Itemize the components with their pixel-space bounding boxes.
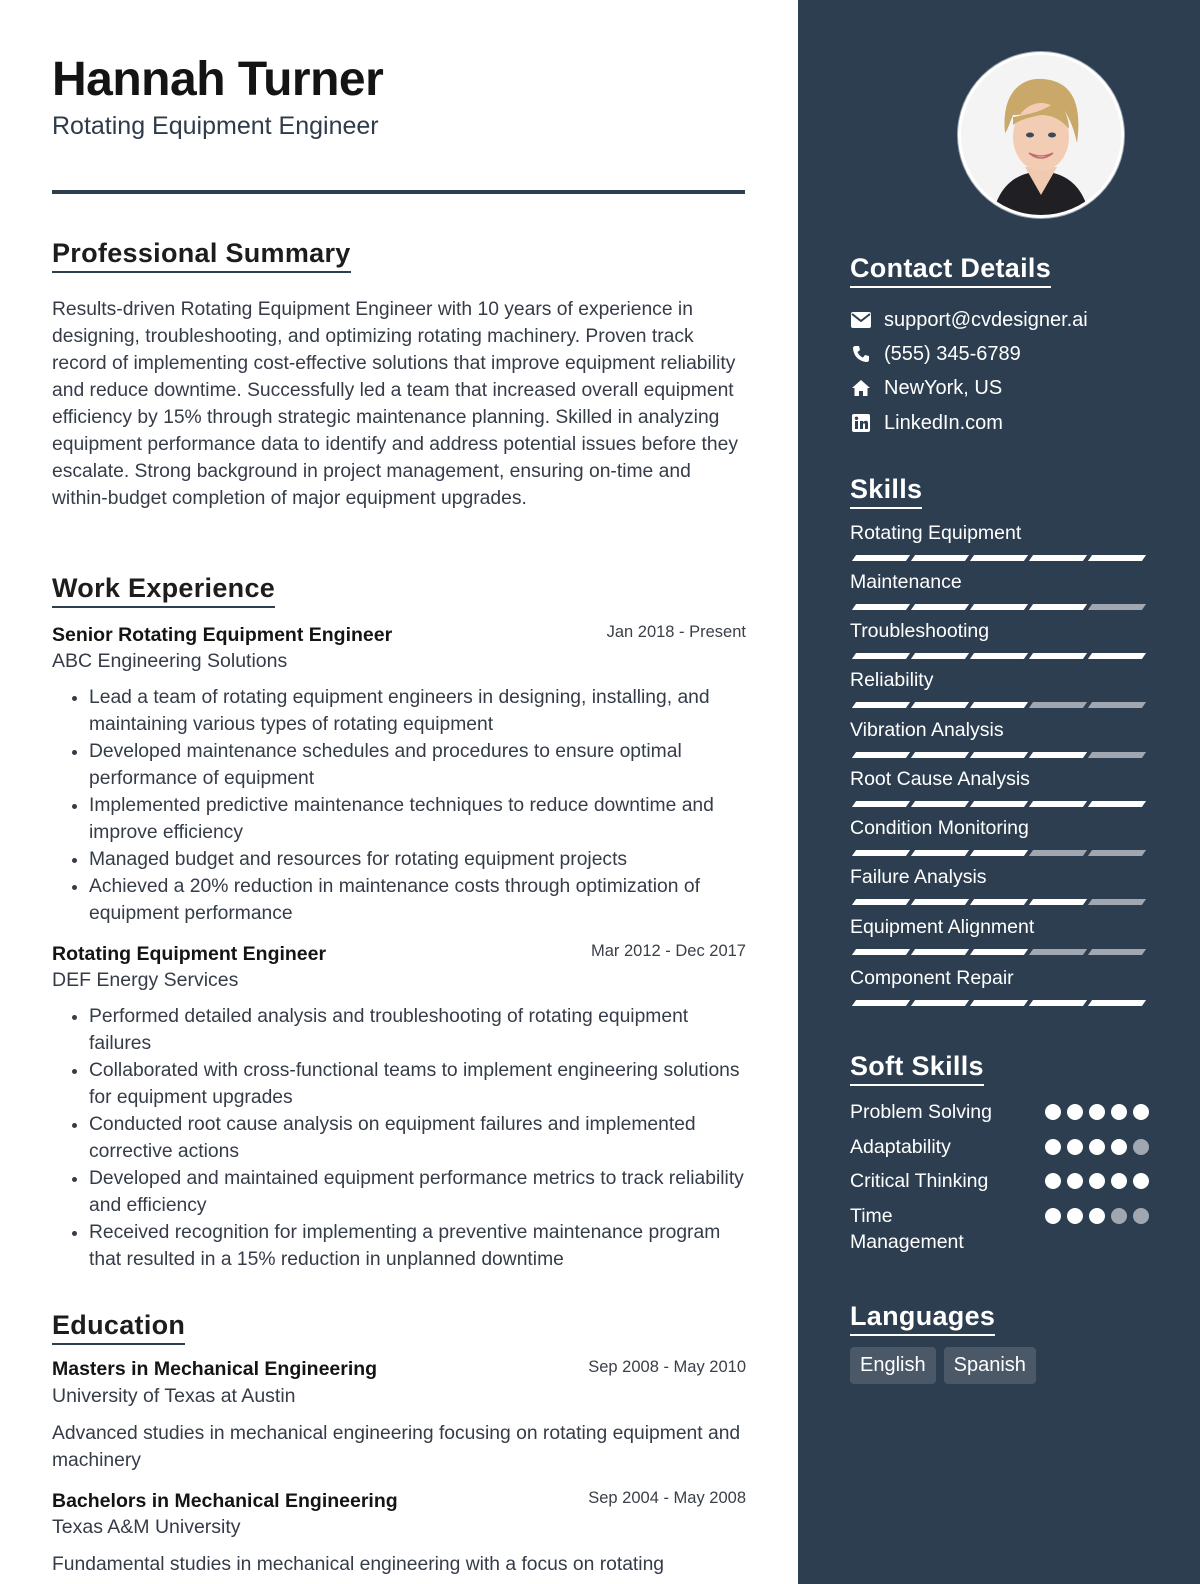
skill-level-segment <box>852 653 910 659</box>
skill-level-segment <box>852 801 910 807</box>
education-description: Fundamental studies in mechanical engineering with a focus on rotating <box>52 1554 665 1575</box>
skill-name: Condition Monitoring <box>850 817 1029 839</box>
skill-level-segment <box>911 752 969 758</box>
candidate-name: Hannah Turner <box>52 53 384 106</box>
skill-level-segment <box>1029 801 1087 807</box>
contact-email-text: support@cvdesigner.ai <box>884 308 1088 331</box>
school-name: University of Texas at Austin <box>52 1385 296 1407</box>
list-item: • Collaborated with cross-functional teams to implement engineering solutions for equipment upgrades <box>89 1057 746 1111</box>
skill-name: Root Cause Analysis <box>850 768 1030 790</box>
rating-dot <box>1067 1173 1083 1189</box>
skill-level-segment <box>1088 653 1146 659</box>
skills-heading: Skills <box>850 474 922 509</box>
soft-skill-rating <box>1045 1173 1155 1191</box>
rating-dot <box>1089 1139 1105 1155</box>
skill-level-segment <box>970 1000 1028 1006</box>
skill-level-segment <box>852 752 910 758</box>
rating-dot <box>1111 1139 1127 1155</box>
education-description: Advanced studies in mechanical engineering focusing on rotating equipment and machinery <box>52 1423 741 1471</box>
job-company: DEF Energy Services <box>52 969 239 991</box>
list-item: • Developed maintenance schedules and procedures to ensure optimal performance of equipment <box>89 738 746 792</box>
languages-list <box>850 1347 1044 1384</box>
rating-dot <box>1133 1173 1149 1189</box>
skill-level-bar <box>850 555 1146 563</box>
skill-level-segment <box>911 604 969 610</box>
skill-level-segment <box>1029 702 1087 708</box>
job-company: ABC Engineering Solutions <box>52 650 288 672</box>
skill-level-segment <box>970 949 1028 955</box>
skill-level-segment <box>1029 949 1087 955</box>
soft-skill-name: Adaptability <box>850 1136 951 1158</box>
education-date: Sep 2008 - May 2010 <box>588 1358 746 1376</box>
sidebar <box>798 0 1200 1584</box>
job-bullets <box>52 684 746 927</box>
skill-level-segment <box>911 555 969 561</box>
contact-location-text: NewYork, US <box>884 376 1003 399</box>
skill-level-bar <box>850 702 1146 710</box>
experience-heading: Work Experience <box>52 573 275 608</box>
skill-level-segment <box>970 752 1028 758</box>
summary-text: Results-driven Rotating Equipment Engineer with 10 years of experience in designing, troubleshooting, and optimizing rotating machinery. Proven track record of implementing cost-effective solutions that improve equipment reliability and reduce downtime. Successfully led a team that increased overall equipment efficiency by 15% through strategic maintenance planning. Skilled in analyzing equipment performance data to identify and address potential issues before they escalate. Strong background in project management, ensuring on-time and within-budget completion of major equipment upgrades. <box>52 299 738 509</box>
rating-dot <box>1067 1208 1083 1224</box>
skill-level-bar <box>850 752 1146 760</box>
skill-level-segment <box>970 899 1028 905</box>
job-date: Mar 2012 - Dec 2017 <box>590 942 746 960</box>
main-column <box>52 0 746 1584</box>
skill-level-segment <box>852 949 910 955</box>
rating-dot <box>1133 1104 1149 1120</box>
skill-name: Rotating Equipment <box>850 522 1022 544</box>
skill-level-segment <box>852 555 910 561</box>
skill-level-bar <box>850 949 1146 957</box>
skill-level-segment <box>852 604 910 610</box>
skill-name: Failure Analysis <box>850 866 987 888</box>
list-item: • Performed detailed analysis and troubleshooting of rotating equipment failures <box>89 1003 746 1057</box>
skill-level-segment <box>852 850 910 856</box>
list-item: • Lead a team of rotating equipment engineers in designing, installing, and maintaining various types of rotating equipment <box>89 684 746 738</box>
skill-level-segment <box>1088 555 1146 561</box>
list-item: • Developed and maintained equipment performance metrics to track reliability and efficiency <box>89 1165 746 1219</box>
skill-level-segment <box>1029 604 1087 610</box>
envelope-icon <box>850 309 872 331</box>
soft-skill-rating <box>1045 1139 1155 1157</box>
rating-dot <box>1133 1139 1149 1155</box>
job-date: Jan 2018 - Present <box>606 623 746 641</box>
skill-level-segment <box>1088 899 1146 905</box>
skill-level-segment <box>1029 752 1087 758</box>
skill-level-segment <box>970 604 1028 610</box>
list-item: • Received recognition for implementing a preventive maintenance program that resulted in a 15% reduction in unplanned downtime <box>89 1219 746 1273</box>
rating-dot <box>1045 1139 1061 1155</box>
header-divider <box>52 190 745 194</box>
soft-skill-name: Critical Thinking <box>850 1170 989 1192</box>
candidate-role: Rotating Equipment Engineer <box>52 112 379 140</box>
job-title: Rotating Equipment Engineer <box>52 943 327 965</box>
language-badge: English <box>850 1347 936 1384</box>
contact-linkedin[interactable] <box>850 409 1003 437</box>
rating-dot <box>1045 1104 1061 1120</box>
skill-level-segment <box>1088 702 1146 708</box>
contact-email[interactable] <box>850 306 1088 334</box>
soft-skills-heading: Soft Skills <box>850 1051 984 1086</box>
skill-level-segment <box>911 653 969 659</box>
skill-level-bar <box>850 801 1146 809</box>
skill-level-segment <box>1029 850 1087 856</box>
rating-dot <box>1045 1173 1061 1189</box>
contact-phone-text: (555) 345-6789 <box>884 342 1021 365</box>
rating-dot <box>1111 1173 1127 1189</box>
skill-name: Reliability <box>850 669 934 691</box>
skill-level-bar <box>850 653 1146 661</box>
skill-name: Vibration Analysis <box>850 719 1004 741</box>
skill-name: Component Repair <box>850 967 1014 989</box>
skill-name: Maintenance <box>850 571 962 593</box>
skill-level-segment <box>970 653 1028 659</box>
avatar <box>958 52 1124 218</box>
skill-level-bar <box>850 850 1146 858</box>
skill-level-segment <box>970 555 1028 561</box>
degree-title: Masters in Mechanical Engineering <box>52 1358 378 1380</box>
soft-skill-name: Time Management <box>850 1205 964 1253</box>
summary-heading: Professional Summary <box>52 238 351 273</box>
rating-dot <box>1089 1208 1105 1224</box>
soft-skill-name: Problem Solving <box>850 1101 992 1123</box>
skill-level-segment <box>970 702 1028 708</box>
skill-level-segment <box>911 899 969 905</box>
list-item: • Achieved a 20% reduction in maintenance costs through optimization of equipment performance <box>89 873 746 927</box>
contact-linkedin-text: LinkedIn.com <box>884 411 1003 434</box>
skill-level-segment <box>1088 1000 1146 1006</box>
rating-dot <box>1067 1104 1083 1120</box>
skill-level-segment <box>1088 752 1146 758</box>
contact-location <box>850 374 1002 402</box>
language-badge: Spanish <box>944 1347 1036 1384</box>
skill-level-segment <box>1029 653 1087 659</box>
school-name: Texas A&M University <box>52 1516 241 1538</box>
soft-skill-rating <box>1045 1104 1155 1122</box>
skill-level-segment <box>852 702 910 708</box>
skill-level-segment <box>1088 801 1146 807</box>
skill-level-segment <box>1088 949 1146 955</box>
skill-level-segment <box>911 1000 969 1006</box>
profile-photo-icon <box>961 55 1121 215</box>
skill-name: Troubleshooting <box>850 620 990 642</box>
job-bullets <box>52 1003 746 1273</box>
soft-skill-rating <box>1045 1208 1155 1226</box>
skill-level-segment <box>852 1000 910 1006</box>
degree-title: Bachelors in Mechanical Engineering <box>52 1490 398 1512</box>
rating-dot <box>1133 1208 1149 1224</box>
skill-level-bar <box>850 1000 1146 1008</box>
phone-icon <box>850 343 872 365</box>
skill-level-segment <box>911 702 969 708</box>
skill-level-segment <box>1088 850 1146 856</box>
skill-level-segment <box>1088 604 1146 610</box>
linkedin-icon <box>850 412 872 434</box>
skill-level-segment <box>1029 555 1087 561</box>
job-title: Senior Rotating Equipment Engineer <box>52 624 393 646</box>
education-heading: Education <box>52 1310 185 1345</box>
list-item: • Conducted root cause analysis on equipment failures and implemented corrective actions <box>89 1111 746 1165</box>
skill-name: Equipment Alignment <box>850 916 1035 938</box>
rating-dot <box>1067 1139 1083 1155</box>
skill-level-segment <box>911 801 969 807</box>
contact-phone[interactable] <box>850 340 1021 368</box>
rating-dot <box>1111 1104 1127 1120</box>
rating-dot <box>1045 1208 1061 1224</box>
skill-level-segment <box>970 801 1028 807</box>
list-item: • Managed budget and resources for rotating equipment projects <box>89 846 746 873</box>
skill-level-bar <box>850 899 1146 907</box>
contact-heading: Contact Details <box>850 253 1051 288</box>
skill-level-segment <box>1029 1000 1087 1006</box>
rating-dot <box>1111 1208 1127 1224</box>
skill-level-segment <box>970 850 1028 856</box>
skill-level-segment <box>911 949 969 955</box>
skill-level-bar <box>850 604 1146 612</box>
skill-level-segment <box>911 850 969 856</box>
skill-level-segment <box>852 899 910 905</box>
skill-level-segment <box>1029 899 1087 905</box>
education-date: Sep 2004 - May 2008 <box>588 1489 746 1507</box>
list-item: • Implemented predictive maintenance techniques to reduce downtime and improve efficiency <box>89 792 746 846</box>
rating-dot <box>1089 1104 1105 1120</box>
home-icon <box>850 377 872 399</box>
rating-dot <box>1089 1173 1105 1189</box>
languages-heading: Languages <box>850 1301 995 1336</box>
